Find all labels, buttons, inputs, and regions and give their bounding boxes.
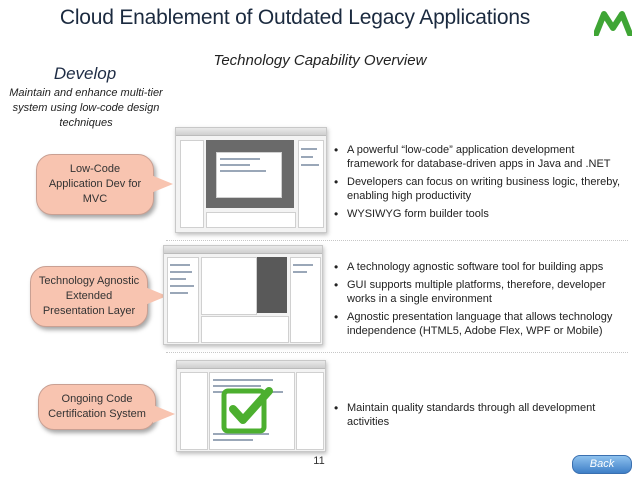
bubble-label: Technology Agnostic Extended Presentation Layer <box>38 275 140 317</box>
bullet-item: • A technology agnostic software tool for building apps <box>332 260 622 274</box>
section-divider <box>166 352 628 353</box>
bullet-item: • WYSIWYG form builder tools <box>332 207 622 221</box>
checkmark-icon <box>221 385 273 435</box>
bullet-item: • A powerful “low-code” application development framework for database-driven apps in Java and .NET <box>332 143 622 171</box>
develop-heading: Develop <box>53 64 117 83</box>
capability-bubble-code-certification <box>38 384 156 430</box>
subtitle: Technology Capability Overview <box>213 52 427 69</box>
page-number: 11 <box>313 455 325 467</box>
bullet-list-presentation-layer <box>332 260 622 342</box>
ide-screenshot-low-code <box>175 127 327 233</box>
bullet-item: • Agnostic presentation language that allows technology independence (HTML5, Adobe Flex, WPF or Mobile) <box>332 310 622 338</box>
bullet-item: • Maintain quality standards through all development activities <box>332 401 622 429</box>
bullet-list-code-certification <box>332 401 622 433</box>
bullet-list-low-code <box>332 143 622 225</box>
bullet-item: • Developers can focus on writing business logic, thereby, enabling high productivity <box>332 175 622 203</box>
bullet-item: • GUI supports multiple platforms, therefore, developer works in a single environment <box>332 278 622 306</box>
ide-screenshot-code-certification <box>176 360 326 452</box>
section-divider <box>166 240 628 241</box>
page-title: Cloud Enablement of Outdated Legacy Applications <box>59 6 531 29</box>
back-button[interactable]: Back <box>572 455 632 474</box>
bubble-label: Ongoing Code Certification System <box>48 393 146 420</box>
bubble-label: Low-Code Application Dev for MVC <box>48 163 142 205</box>
logo-icon <box>594 10 632 36</box>
capability-bubble-low-code <box>36 154 154 215</box>
develop-description: Maintain and enhance multi-tier system using low-code design techniques <box>9 87 163 129</box>
capability-bubble-presentation-layer <box>30 266 148 327</box>
ide-screenshot-presentation-layer <box>163 245 323 345</box>
